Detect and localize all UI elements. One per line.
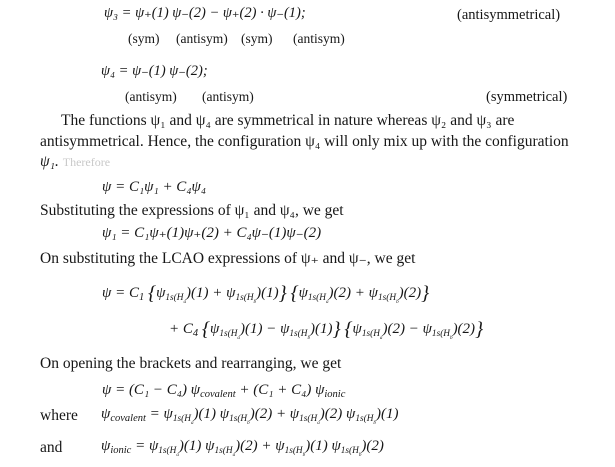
covalent-p1-end: )(1) ψ bbox=[193, 406, 230, 422]
right-brace: } bbox=[475, 318, 484, 341]
mix-equation: ψ = C₁ψ₁ + C₄ψ₄ bbox=[102, 179, 207, 195]
ionic-p3-sub: 1s(H bbox=[284, 446, 303, 457]
lcao2-lead: + C bbox=[169, 321, 193, 337]
lcao2-t2-subsub: b bbox=[307, 335, 311, 342]
psi4-antisym-label-2: (antisym) bbox=[202, 89, 254, 104]
covalent-p3-end: )(2) ψ bbox=[319, 406, 356, 422]
lcao1-t2-subsub: b bbox=[253, 299, 257, 306]
substituting-text: Substituting the expressions of ψ₁ and ψ₄, we get bbox=[40, 202, 344, 219]
lcao2-t2-sub: 1s(H bbox=[289, 329, 308, 340]
ionic-eq: = ψ bbox=[131, 438, 159, 454]
lcao1-t3-sub: 1s(H bbox=[307, 293, 326, 304]
paragraph-line-1: The functions ψ₁ and ψ₄ are symmetrical in nature whereas ψ₂ and ψ₃ are bbox=[61, 112, 515, 129]
ionic-lhs-sub: ionic bbox=[110, 445, 132, 457]
lcao1-t4-subsub: b bbox=[396, 299, 399, 306]
paragraph-line-3 bbox=[40, 154, 110, 170]
covalent-lhs: ψ bbox=[101, 406, 111, 422]
covalent-p1-subsub: a bbox=[190, 420, 194, 427]
ionic-p1-end: )(1) ψ bbox=[178, 438, 215, 454]
ionic-p1-subsub: a bbox=[176, 452, 179, 459]
covalent-p1-sub: 1s(H bbox=[172, 414, 191, 425]
lcao2-t1-end: )(1) − ψ bbox=[239, 321, 290, 337]
lcao2-t3-end: )(2) − ψ bbox=[382, 321, 432, 337]
ionic-p2-subsub: a bbox=[232, 452, 236, 459]
left-brace: { bbox=[201, 318, 210, 341]
lcao2-t1-subsub: a bbox=[237, 335, 240, 342]
lcao1-t1-subsub: a bbox=[183, 299, 187, 306]
ionic-p4-subsub: b bbox=[358, 452, 362, 459]
covalent-equation bbox=[101, 406, 399, 427]
covalent-p4-sub: 1s(H bbox=[355, 414, 374, 425]
lcao2-t3-sub: 1s(H bbox=[361, 329, 380, 340]
covalent-lhs-sub: covalent bbox=[110, 413, 146, 425]
final-equation-a: ψ = (C₁ − C₄) ψ bbox=[102, 382, 201, 398]
lcao2-t3-subsub: a bbox=[379, 335, 383, 342]
lcao1-t1-end: )(1) + ψ bbox=[186, 285, 236, 301]
lcao1-t1-sub: 1s(H bbox=[165, 293, 184, 304]
covalent-p2-end: )(2) + ψ bbox=[249, 406, 300, 422]
lcao2-t4-sub: 1s(H bbox=[431, 329, 450, 340]
and-word: and bbox=[40, 439, 63, 456]
lcao1-t1: ψ bbox=[156, 285, 166, 301]
lcao2-t1: ψ bbox=[210, 321, 220, 337]
paragraph-line-3-text: ψ₁. bbox=[40, 153, 59, 170]
ionic-p2-sub: 1s(H bbox=[214, 446, 233, 457]
lcao1-t3-end: )(2) + ψ bbox=[328, 285, 378, 301]
ionic-lhs: ψ bbox=[101, 438, 111, 454]
final-equation-a-sub: covalent bbox=[200, 389, 236, 401]
paragraph-line-3-faint: Therefore bbox=[62, 155, 111, 169]
lcao1-t4-end: )(2) bbox=[398, 285, 422, 301]
ionic-p4-sub: 1s(H bbox=[340, 446, 359, 457]
ionic-p3-subsub: b bbox=[302, 452, 306, 459]
covalent-p4-end: )(1) bbox=[375, 406, 399, 422]
psi3-antisymmetrical-label: (antisymmetrical) bbox=[457, 7, 561, 23]
ionic-equation bbox=[101, 438, 384, 459]
where-word: where bbox=[40, 407, 78, 424]
psi4-symmetrical-label: (symmetrical) bbox=[486, 89, 568, 105]
lcao-equation-line-1 bbox=[102, 282, 430, 306]
covalent-p3-subsub: a bbox=[317, 420, 320, 427]
right-brace: } bbox=[332, 318, 341, 341]
left-brace: { bbox=[344, 318, 353, 341]
paragraph-line-2: antisymmetrical. Hence, the configuration ψ₄ will only mix up with the configuration bbox=[40, 133, 569, 150]
lcao2-t4-end: )(2) bbox=[452, 321, 476, 337]
ionic-p4-end: )(2) bbox=[361, 438, 384, 454]
psi1-equation: ψ₁ = C₁ψ₊(1)ψ₊(2) + C₄ψ₋(1)ψ₋(2) bbox=[102, 225, 322, 241]
covalent-p4-subsub: b bbox=[373, 420, 376, 427]
ionic-p3-end: )(1) ψ bbox=[305, 438, 341, 454]
lcao1-t3-subsub: a bbox=[325, 299, 329, 306]
lcao2-t2-end: )(1) bbox=[310, 321, 333, 337]
lcao-substituting-text: On substituting the LCAO expressions of ψ₊ and ψ₋, we get bbox=[40, 250, 416, 267]
covalent-eq: = ψ bbox=[145, 406, 173, 422]
psi3-equation: ψ₃ = ψ₊(1) ψ₋(2) − ψ₊(2) · ψ₋(1); bbox=[104, 5, 306, 21]
covalent-p3-sub: 1s(H bbox=[299, 414, 318, 425]
lcao2-lead-sub: 4 bbox=[192, 328, 199, 340]
psi3-antisym-label-1: (antisym) bbox=[176, 31, 228, 46]
lcao1-t2-end: )(1) bbox=[256, 285, 279, 301]
left-brace: { bbox=[290, 282, 299, 305]
lcao1-t4-sub: 1s(H bbox=[377, 293, 397, 304]
covalent-p2-sub: 1s(H bbox=[229, 414, 248, 425]
psi3-sym-label-1: (sym) bbox=[128, 31, 160, 46]
rearranging-text: On opening the brackets and rearranging, we get bbox=[40, 355, 342, 372]
left-brace: { bbox=[147, 282, 157, 305]
right-brace: } bbox=[421, 282, 430, 305]
lcao1-t3: ψ bbox=[298, 285, 308, 301]
ionic-p1-sub: 1s(H bbox=[158, 446, 177, 457]
psi3-sym-label-2: (sym) bbox=[241, 31, 273, 46]
lcao-equation-line-2 bbox=[169, 318, 484, 342]
right-brace: } bbox=[278, 282, 287, 305]
lcao1-lead-sub: 1 bbox=[138, 292, 145, 304]
covalent-p2-subsub: b bbox=[247, 420, 250, 427]
final-equation bbox=[102, 382, 346, 401]
ionic-p2-end: )(2) + ψ bbox=[235, 438, 285, 454]
final-equation-b-sub: ionic bbox=[324, 389, 346, 401]
psi3-antisym-label-2: (antisym) bbox=[293, 31, 345, 46]
final-equation-b: + (C₁ + C₄) ψ bbox=[235, 382, 325, 398]
psi4-antisym-label-1: (antisym) bbox=[125, 89, 177, 104]
lcao1-t2-sub: 1s(H bbox=[235, 293, 254, 304]
lcao2-t4-subsub: b bbox=[450, 335, 453, 342]
lcao2-t3: ψ bbox=[352, 321, 362, 337]
lcao1-lead: ψ = C bbox=[102, 285, 139, 301]
lcao2-t1-sub: 1s(H bbox=[219, 329, 238, 340]
psi4-equation: ψ₄ = ψ₋(1) ψ₋(2); bbox=[101, 63, 208, 79]
